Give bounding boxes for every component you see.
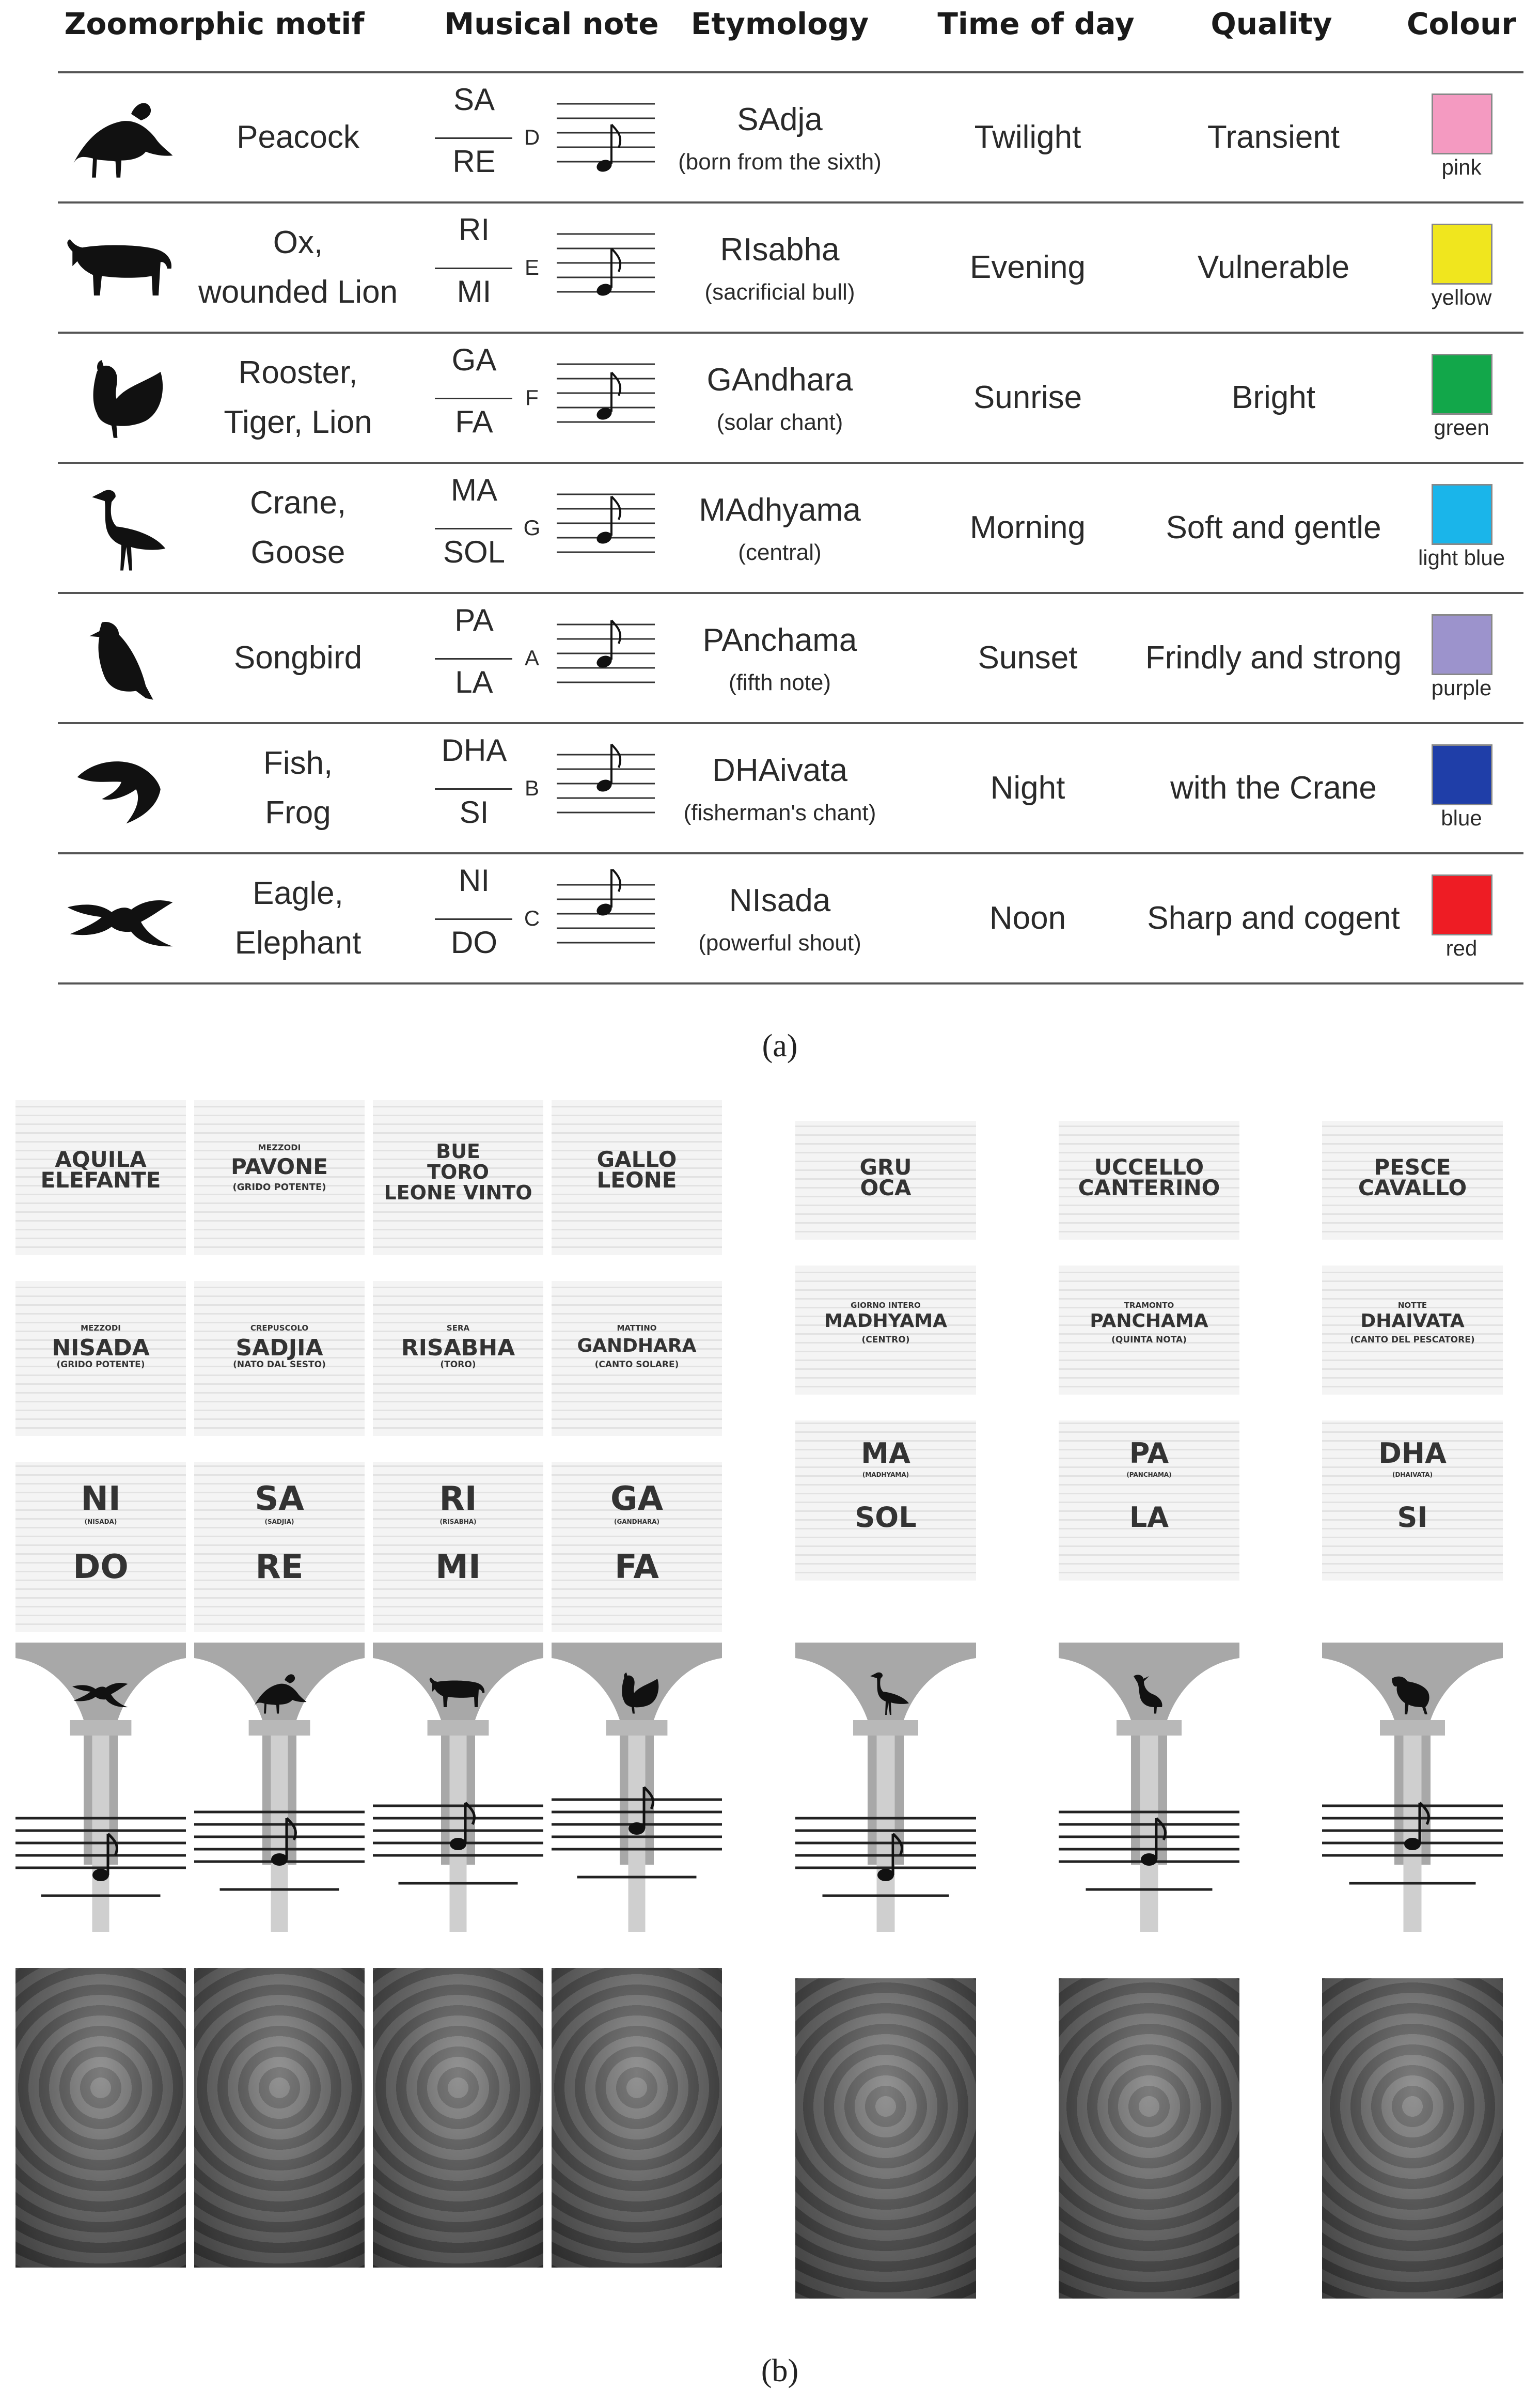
etymology-word: RIsabha [720, 231, 840, 268]
note-western: DO [451, 925, 497, 960]
note-letter: B [524, 776, 540, 800]
etymology-meaning: (solar chant) [716, 409, 843, 435]
caption-b: (b) [761, 2353, 799, 2388]
sanskrit-panel [795, 1266, 976, 1395]
colour-name: blue [1441, 806, 1482, 830]
capital-photo [15, 1968, 186, 2268]
arch-capital-diagram [373, 1643, 543, 1932]
animal-name [224, 348, 372, 447]
animal-name-line: Frog [265, 795, 331, 831]
table-row [0, 72, 1540, 202]
table-row [0, 593, 1540, 723]
note-divider [435, 268, 512, 269]
etymology-meaning: (fisherman's chant) [683, 800, 876, 825]
capital-photo [795, 1978, 976, 2299]
animal-name-line: wounded Lion [198, 274, 398, 310]
note-indian: PA [1129, 1437, 1169, 1470]
animal-name [234, 633, 362, 683]
note-divider [435, 658, 512, 660]
staff-note-icon [557, 739, 655, 832]
arch-capital-diagram [795, 1643, 976, 1932]
panel-subtitle: (QUINTA NOTA) [1111, 1335, 1187, 1345]
note-letter: C [524, 906, 540, 930]
header-zoomorphic-motif: Zoomorphic motif [64, 6, 365, 41]
colour-name: pink [1441, 155, 1482, 179]
panel-subtitle: (CANTO SOLARE) [594, 1360, 679, 1370]
capital-column [194, 1100, 365, 2304]
crane-icon [62, 482, 181, 575]
colour-swatch [1432, 744, 1492, 805]
peacock-icon [62, 92, 181, 185]
note-sanskrit-name: (NISADA) [84, 1518, 117, 1525]
name-panel [373, 1100, 543, 1255]
capital-column [1059, 1100, 1239, 2304]
colour-name: green [1434, 415, 1489, 440]
panel-title: DHAIVATA [1360, 1310, 1465, 1332]
ox-icon [62, 222, 181, 315]
animal-name-line: Rooster, [238, 354, 358, 390]
panel-title: PANCHAMA [1090, 1310, 1208, 1332]
etymology-meaning: (powerful shout) [698, 930, 861, 956]
header-time-of-day: Time of day [937, 6, 1135, 41]
animal-name [250, 478, 346, 577]
panel-subtitle: (GRIDO POTENTE) [56, 1360, 145, 1370]
note-western: MI [435, 1548, 481, 1586]
panel-subtitle: (GRIDO POTENTE) [232, 1182, 326, 1193]
colour-swatch [1432, 874, 1492, 935]
animal-name-line: Tiger, Lion [224, 404, 372, 440]
panel-title: SADJIA [235, 1335, 323, 1361]
table-row [0, 202, 1540, 333]
note-western: RE [452, 144, 496, 179]
table-rule [58, 982, 1523, 985]
note-indian: GA [451, 342, 497, 377]
note-panel [15, 1462, 186, 1632]
time-of-day: Sunrise [973, 379, 1082, 415]
songbird-icon [62, 613, 181, 706]
note-divider [435, 398, 512, 399]
header-etymology: Etymology [690, 6, 869, 41]
note-sanskrit-name: (SADJIA) [264, 1518, 294, 1525]
etymology-word: DHAivata [712, 752, 847, 788]
panel-title: PESCE [1374, 1154, 1451, 1180]
colour-swatch [1432, 614, 1492, 675]
panel-title: CANTERINO [1078, 1175, 1220, 1200]
name-panel [194, 1100, 365, 1255]
sanskrit-panel [194, 1281, 365, 1436]
note-indian: SA [255, 1479, 304, 1518]
note-divider [435, 918, 512, 920]
note-panel [194, 1462, 365, 1632]
name-panel [1059, 1121, 1239, 1240]
sanskrit-panel [1322, 1266, 1503, 1395]
panel-title: UCCELLO [1094, 1154, 1204, 1180]
table-row [0, 333, 1540, 463]
fish-icon [62, 743, 181, 836]
note-letter: F [525, 385, 539, 410]
note-western: LA [455, 665, 493, 699]
quality: Transient [1207, 119, 1340, 155]
etymology [678, 95, 882, 180]
colour-name: purple [1431, 676, 1492, 700]
note-sanskrit-name: (MADHYAMA) [862, 1471, 909, 1479]
arch-capital-diagram [552, 1643, 722, 1932]
etymology [703, 616, 857, 700]
sanskrit-panel [15, 1281, 186, 1436]
panel-title: CAVALLO [1358, 1175, 1467, 1200]
note-indian: RI [439, 1479, 477, 1518]
etymology-word: SAdja [737, 101, 823, 137]
colour-swatch [1432, 93, 1492, 154]
quality: Bright [1232, 379, 1315, 415]
note-indian: MA [861, 1437, 910, 1470]
panel-title: ELEFANTE [40, 1167, 161, 1193]
panel-title: OCA [860, 1175, 912, 1200]
note-indian: SA [453, 82, 495, 117]
note-indian: DHA [1378, 1437, 1447, 1470]
time-of-day: Noon [989, 900, 1066, 936]
etymology [684, 746, 876, 831]
panel-title: LEONE [596, 1167, 677, 1193]
panel-small-label: MATTINO [617, 1323, 657, 1333]
etymology-word: PAnchama [702, 622, 857, 658]
note-indian: NI [81, 1479, 121, 1518]
note-letter: D [524, 125, 540, 149]
etymology-word: NIsada [729, 882, 831, 918]
note-western: SI [1397, 1501, 1428, 1534]
name-panel [15, 1100, 186, 1255]
etymology-word: MAdhyama [699, 492, 861, 528]
rooster-icon [62, 352, 181, 445]
panel-small-label: NOTTE [1397, 1301, 1427, 1310]
staff-note-icon [557, 349, 655, 442]
note-sanskrit-name: (RISABHA) [439, 1518, 477, 1525]
note-letter: A [524, 646, 540, 670]
note-western: FA [455, 404, 493, 439]
colour-swatch [1432, 354, 1492, 415]
panel-title: MADHYAMA [824, 1310, 947, 1332]
quality: Vulnerable [1197, 249, 1350, 285]
name-panel [552, 1100, 722, 1255]
time-of-day: Sunset [978, 639, 1078, 676]
caption-a: (a) [762, 1028, 798, 1064]
panel-small-label: MEZZODI [258, 1143, 301, 1152]
zoomorphic-table [0, 0, 1540, 1012]
animal-name-line: Ox, [273, 224, 323, 260]
staff-note-icon [557, 88, 655, 181]
note-panel [373, 1462, 543, 1632]
quality: Frindly and strong [1145, 639, 1402, 676]
panel-subtitle: (TORO) [440, 1360, 476, 1370]
note-indian: DHA [441, 733, 507, 768]
etymology-meaning: (born from the sixth) [678, 149, 882, 175]
panel-title: LEONE VINTO [384, 1181, 532, 1204]
time-of-day: Evening [969, 249, 1086, 285]
etymology [707, 355, 853, 440]
note-western: SOL [855, 1501, 917, 1534]
colour-swatch [1432, 484, 1492, 545]
capital-photo [1322, 1978, 1503, 2299]
table-row [0, 463, 1540, 593]
capital-figure [0, 1085, 1540, 2324]
etymology-meaning: (sacrificial bull) [704, 279, 855, 305]
etymology [698, 876, 861, 961]
note-indian: PA [454, 603, 494, 637]
time-of-day: Night [990, 770, 1065, 806]
arch-capital-diagram [1059, 1643, 1239, 1932]
panel-small-label: MEZZODI [81, 1323, 121, 1333]
etymology [699, 486, 861, 570]
arch-capital-diagram [1322, 1643, 1503, 1932]
note-western: DO [73, 1548, 129, 1586]
panel-subtitle: (CANTO DEL PESCATORE) [1350, 1335, 1475, 1345]
quality: Sharp and cogent [1147, 900, 1400, 936]
colour-name: red [1445, 936, 1478, 960]
capital-column [795, 1100, 976, 2304]
quality: with the Crane [1170, 770, 1377, 806]
note-panel [552, 1462, 722, 1632]
header-musical-note: Musical note [444, 6, 659, 41]
note-western: LA [1129, 1501, 1169, 1534]
panel-title: NISADA [52, 1335, 150, 1361]
table-row [0, 853, 1540, 983]
panel-title: BUE [436, 1140, 480, 1163]
panel-title: RISABHA [401, 1335, 515, 1361]
note-letter: E [524, 255, 540, 279]
note-indian: MA [451, 473, 497, 507]
note-divider [435, 788, 512, 790]
header-colour: Colour [1406, 6, 1517, 41]
header-quality: Quality [1211, 6, 1332, 41]
animal-name-line: Elephant [234, 925, 362, 961]
panel-small-label: SERA [446, 1323, 470, 1333]
capital-photo [552, 1968, 722, 2268]
capital-column [373, 1100, 543, 2304]
note-indian: NI [459, 863, 490, 898]
staff-note-icon [557, 479, 655, 572]
note-sanskrit-name: (PANCHAMA) [1126, 1471, 1172, 1479]
name-panel [795, 1121, 976, 1240]
table-row [0, 723, 1540, 853]
arch-capital-diagram [194, 1643, 365, 1932]
quality: Soft and gentle [1166, 509, 1381, 545]
panel-subtitle: (NATO DAL SESTO) [233, 1360, 326, 1370]
animal-name [237, 113, 359, 162]
note-western: SI [459, 795, 489, 830]
note-western: FA [615, 1548, 659, 1586]
note-indian: RI [459, 212, 490, 247]
animal-name-line: Peacock [237, 119, 359, 155]
panel-title: TORO [427, 1161, 489, 1183]
panel-subtitle: (CENTRO) [861, 1335, 910, 1345]
animal-name-line: Eagle, [253, 875, 343, 911]
animal-name [263, 739, 333, 838]
capital-column [1322, 1100, 1503, 2304]
note-letter: G [523, 515, 541, 540]
colour-swatch [1432, 224, 1492, 285]
panel-small-label: TRAMONTO [1124, 1301, 1174, 1310]
etymology [705, 225, 855, 310]
note-panel [1322, 1420, 1503, 1581]
staff-note-icon [557, 869, 655, 962]
panel-title: GALLO [596, 1147, 677, 1172]
name-panel [1322, 1121, 1503, 1240]
time-of-day: Morning [970, 509, 1086, 545]
note-panel [795, 1420, 976, 1581]
animal-name-line: Fish, [263, 745, 333, 781]
capital-column [15, 1100, 186, 2304]
note-sanskrit-name: (GANDHARA) [614, 1518, 659, 1525]
note-divider [435, 528, 512, 529]
panel-title: PAVONE [231, 1154, 328, 1179]
sanskrit-panel [552, 1281, 722, 1436]
note-western: RE [255, 1548, 304, 1586]
animal-name-line: Goose [250, 535, 345, 570]
colour-name: yellow [1431, 285, 1492, 309]
sanskrit-panel [1059, 1266, 1239, 1395]
time-of-day: Twilight [974, 119, 1081, 155]
note-western: MI [457, 274, 492, 309]
staff-note-icon [557, 218, 655, 311]
panel-title: AQUILA [55, 1147, 147, 1172]
note-western: SOL [443, 535, 506, 569]
animal-name-line: Songbird [233, 639, 363, 676]
note-panel [1059, 1420, 1239, 1581]
panel-title: GRU [859, 1154, 912, 1180]
panel-small-label: GIORNO INTERO [851, 1301, 921, 1310]
arch-capital-diagram [15, 1643, 186, 1932]
note-divider [435, 137, 512, 139]
note-sanskrit-name: (DHAIVATA) [1392, 1471, 1433, 1479]
eagle-icon [62, 873, 181, 966]
etymology-word: GAndhara [706, 362, 853, 398]
note-indian: GA [610, 1479, 664, 1518]
capital-photo [194, 1968, 365, 2268]
panel-small-label: CREPUSCOLO [250, 1323, 309, 1333]
animal-name [198, 218, 398, 317]
capital-column [552, 1100, 722, 2304]
capital-photo [373, 1968, 543, 2268]
panel-title: GANDHARA [577, 1335, 697, 1356]
animal-name [235, 869, 362, 968]
etymology-meaning: (fifth note) [728, 669, 831, 695]
etymology-meaning: (central) [738, 539, 822, 565]
animal-name-line: Crane, [249, 485, 347, 521]
capital-photo [1059, 1978, 1239, 2299]
staff-note-icon [557, 609, 655, 702]
sanskrit-panel [373, 1281, 543, 1436]
colour-name: light blue [1418, 545, 1505, 570]
